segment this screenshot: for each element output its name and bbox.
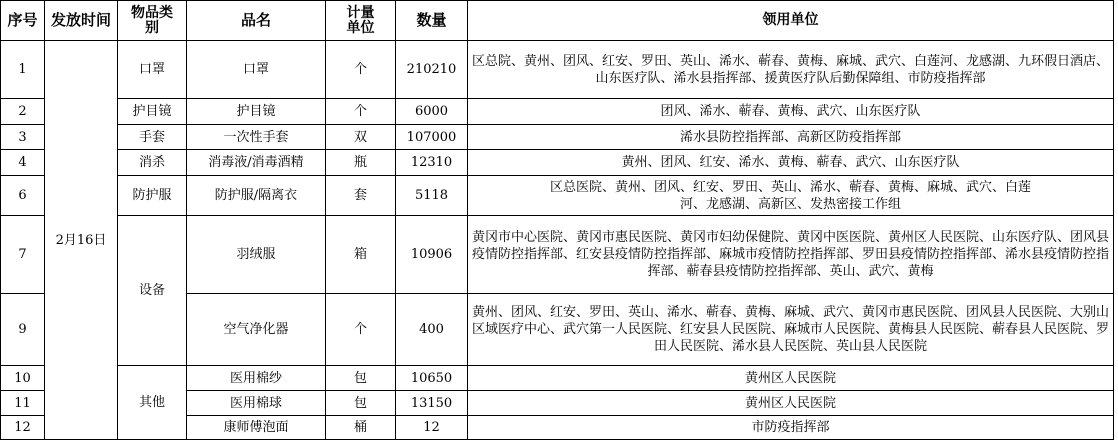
category-cell: 防护服 bbox=[118, 176, 187, 216]
item-name-cell: 康师傅泡面 bbox=[187, 416, 326, 440]
item-name-cell: 羽绒服 bbox=[187, 216, 326, 294]
header-row bbox=[1, 1, 1114, 41]
item-name-cell: 一次性手套 bbox=[187, 125, 326, 150]
category-cell: 设备 bbox=[118, 216, 187, 366]
recipients-cell: 市防疫指挥部 bbox=[468, 416, 1114, 440]
qty-cell: 6000 bbox=[396, 99, 468, 125]
recipients-cell: 黄州区人民医院 bbox=[468, 366, 1114, 391]
header-unit: 计量单位 bbox=[326, 1, 396, 41]
item-name-cell: 空气净化器 bbox=[187, 294, 326, 366]
header-qty: 数量 bbox=[396, 1, 468, 41]
table-row bbox=[1, 366, 1114, 391]
seq-cell: 1 bbox=[1, 41, 45, 99]
item-name-cell: 护目镜 bbox=[187, 99, 326, 125]
recipients-cell: 区总医院、黄州、团风、红安、罗田、英山、浠水、蕲春、黄梅、麻城、武穴、白莲河、龙感湖、高新区、发热密接工作组 bbox=[468, 176, 1114, 216]
seq-cell: 12 bbox=[1, 416, 45, 440]
recipients-cell: 团风、浠水、蕲春、黄梅、武穴、山东医疗队 bbox=[468, 99, 1114, 125]
recipients-cell: 区总院、黄州、团风、红安、罗田、英山、浠水、蕲春、黄梅、麻城、武穴、白莲河、龙感湖、九环假日酒店、山东医疗队、浠水县指挥部、援黄医疗队后勤保障组、市防疫指挥部 bbox=[468, 41, 1114, 99]
unit-cell: 箱 bbox=[326, 216, 396, 294]
category-cell: 手套 bbox=[118, 125, 187, 150]
category-cell: 护目镜 bbox=[118, 99, 187, 125]
qty-cell: 13150 bbox=[396, 391, 468, 416]
qty-cell: 5118 bbox=[396, 176, 468, 216]
qty-cell: 10650 bbox=[396, 366, 468, 391]
item-name-cell: 医用棉纱 bbox=[187, 366, 326, 391]
unit-cell: 包 bbox=[326, 391, 396, 416]
unit-cell: 双 bbox=[326, 125, 396, 150]
unit-cell: 包 bbox=[326, 366, 396, 391]
header-recipients: 领用单位 bbox=[468, 1, 1114, 41]
unit-cell: 个 bbox=[326, 294, 396, 366]
unit-cell: 桶 bbox=[326, 416, 396, 440]
table-row bbox=[1, 99, 1114, 125]
item-name-cell: 防护服/隔离衣 bbox=[187, 176, 326, 216]
qty-cell: 12310 bbox=[396, 150, 468, 176]
item-name-cell: 医用棉球 bbox=[187, 391, 326, 416]
table-row bbox=[1, 216, 1114, 294]
category-cell: 消杀 bbox=[118, 150, 187, 176]
header-name: 品名 bbox=[187, 1, 326, 41]
qty-cell: 210210 bbox=[396, 41, 468, 99]
date-cell: 2月16日 bbox=[45, 41, 118, 440]
seq-cell: 9 bbox=[1, 294, 45, 366]
unit-cell: 个 bbox=[326, 99, 396, 125]
seq-cell: 2 bbox=[1, 99, 45, 125]
item-name-cell: 消毒液/消毒酒精 bbox=[187, 150, 326, 176]
category-cell: 其他 bbox=[118, 366, 187, 440]
qty-cell: 400 bbox=[396, 294, 468, 366]
header-category: 物品类别 bbox=[118, 1, 187, 41]
seq-cell: 4 bbox=[1, 150, 45, 176]
seq-cell: 10 bbox=[1, 366, 45, 391]
qty-cell: 12 bbox=[396, 416, 468, 440]
recipients-cell: 浠水县防控指挥部、高新区防疫指挥部 bbox=[468, 125, 1114, 150]
header-seq: 序号 bbox=[1, 1, 45, 41]
qty-cell: 107000 bbox=[396, 125, 468, 150]
qty-cell: 10906 bbox=[396, 216, 468, 294]
seq-cell: 7 bbox=[1, 216, 45, 294]
unit-cell: 套 bbox=[326, 176, 396, 216]
recipients-cell: 黄州、团风、红安、浠水、黄梅、蕲春、武穴、山东医疗队 bbox=[468, 150, 1114, 176]
recipients-cell: 黄州区人民医院 bbox=[468, 391, 1114, 416]
recipients-cell: 黄冈市中心医院、黄冈市惠民医院、黄冈市妇幼保健院、黄冈中医医院、黄州区人民医院、山东医疗队、团风县疫情防控指挥部、红安县疫情防控指挥部、麻城市疫情防控指挥部、罗田县疫情防控指挥部、浠水县疫情防控指挥部、蕲春县疫情防控指挥部、英山、武穴、黄梅 bbox=[468, 216, 1114, 294]
table-row bbox=[1, 176, 1114, 216]
recipients-cell: 黄州、团风、红安、罗田、英山、浠水、蕲春、黄梅、麻城、武穴、黄冈市惠民医院、团风县人民医院、大别山区域医疗中心、武穴第一人民医院、红安县人民医院、麻城市人民医院、黄梅县人民医院、蕲春县人民医院、罗田人民医院、浠水县人民医院、英山县人民医院 bbox=[468, 294, 1114, 366]
category-cell: 口罩 bbox=[118, 41, 187, 99]
seq-cell: 3 bbox=[1, 125, 45, 150]
table-row bbox=[1, 125, 1114, 150]
item-name-cell: 口罩 bbox=[187, 41, 326, 99]
seq-cell: 11 bbox=[1, 391, 45, 416]
table-row bbox=[1, 150, 1114, 176]
unit-cell: 瓶 bbox=[326, 150, 396, 176]
table-row bbox=[1, 41, 1114, 99]
seq-cell: 6 bbox=[1, 176, 45, 216]
unit-cell: 个 bbox=[326, 41, 396, 99]
header-date: 发放时间 bbox=[45, 1, 118, 41]
